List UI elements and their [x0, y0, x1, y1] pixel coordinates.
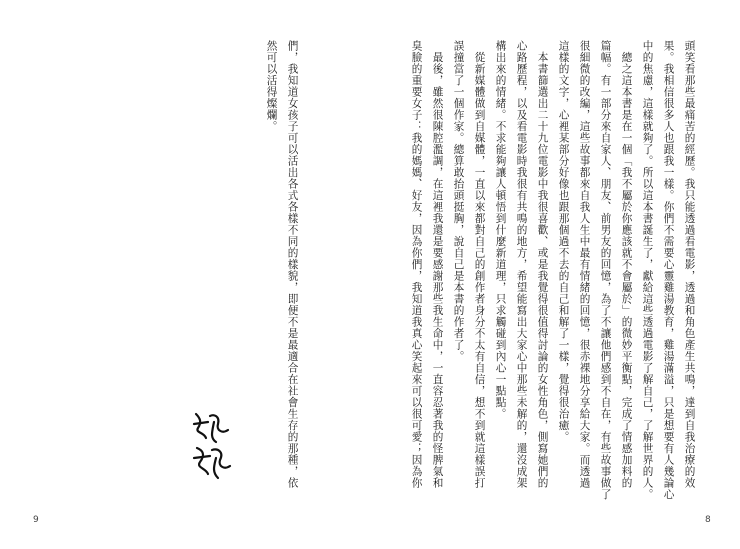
text-column: 最後，雖然很陳腔濫調，在這裡我還是要感謝那些我生命中，一直容忍著我的怪脾氣和	[431, 40, 444, 489]
text-column: 誤撞當了一個作家。總算敢抬頭挺胸，說自己是本書的作者了。	[452, 40, 465, 362]
text-column: 很細微的改編，這些故事都來自我人生中最有情緒的回憶，很赤裸地分享給大家。而透過	[578, 40, 591, 489]
text-column: 們，我知道女孩子可以活出各式各樣不同的樣貌，即便不是最適合在社會生存的那種，依	[286, 40, 299, 489]
text-column: 總之這本書是在一個「我不屬於你應該就不會屬於」的微妙平衡點，完成了情感加料的	[620, 40, 633, 489]
text-column: 頭笑看那些最痛苦的經歷。我只能透過看電影，透過和角色產生共鳴，達到自我治療的效	[683, 40, 696, 489]
text-column: 心路歷程，以及看電影時我很有共鳴的地方，希望能寫出大家心中那些未解的，還沒成架	[515, 40, 528, 489]
text-column: 臭臉的重要女子：我的媽媽、好友，因為你們，我知道我真心笑起來可以很可愛；因為你	[410, 40, 423, 489]
text-column: 從新媒體做到自媒體，一直以來都對自己的創作者身分不太有自信，想不到就這樣誤打	[473, 40, 486, 489]
text-column: 果。我相信很多人也跟我一樣。你們不需要心靈雞湯教育，雞湯滿溢，只是想要有人幾論心	[662, 40, 675, 500]
author-signature	[188, 408, 233, 483]
text-column: 構出來的情緒。不求能夠讓人頓悟到什麼新道理，只求觸碰到內心一點點。	[494, 40, 507, 420]
text-column: 這樣的文字，心裡某部分好像也跟那個過不去的自己和解了一樣，覺得很治癒。	[557, 40, 570, 443]
page-number-right: 8	[705, 515, 711, 525]
text-column: 本書篩選出二十九位電影中我很喜歡、或是我覺得很值得討論的女性角色，側寫她們的	[536, 40, 549, 489]
text-column: 篇幅。有一部分來自家人、朋友、前男友的回憶，為了不讓他們感到不自在，有些故事做了	[599, 40, 612, 500]
text-column: 然可以活得燦爛。	[265, 40, 278, 132]
right-page	[370, 0, 740, 549]
page-number-left: 9	[33, 515, 39, 525]
text-column: 中的焦慮，這樣就夠了。所以這本書誕生了，獻給這些透過電影了解自己，了解世界的人。	[641, 40, 654, 500]
